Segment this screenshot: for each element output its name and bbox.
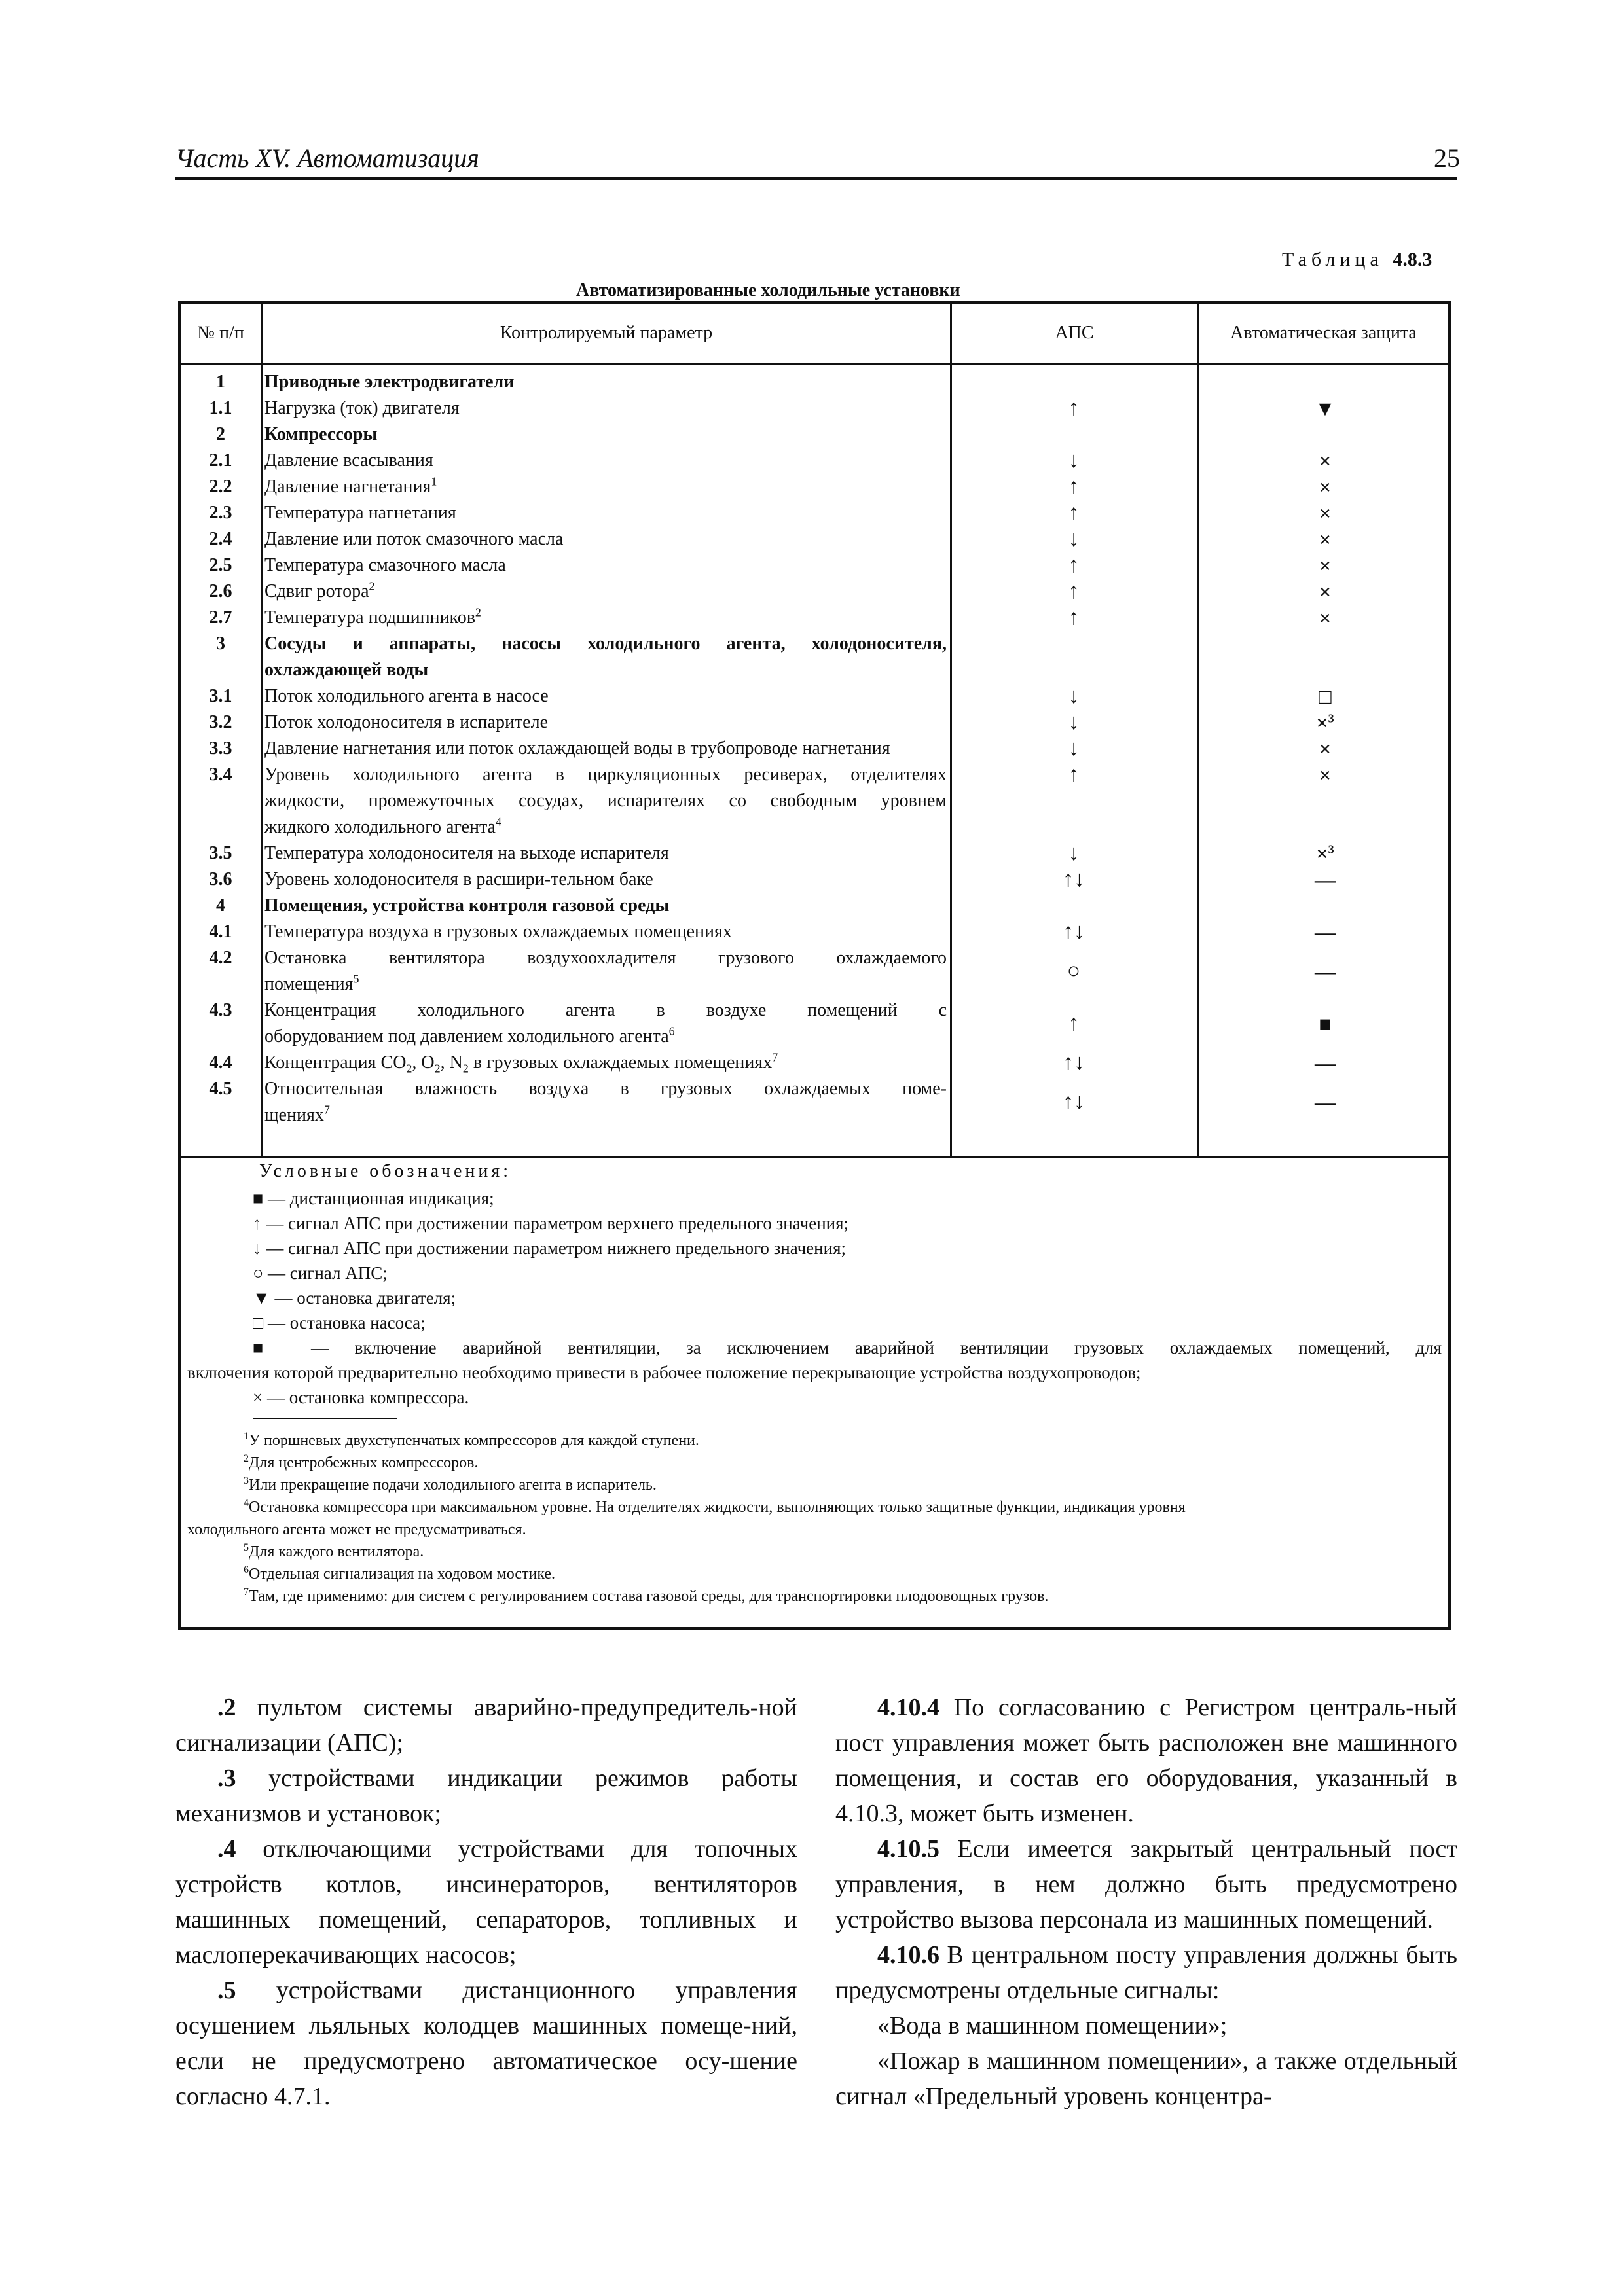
row-parameter: Концентрация холодильного агента в воздухе помещений с оборудованием под давлением холодильного агента$^6$ (264, 1000, 947, 1047)
row-protection-symbol: × (1319, 475, 1332, 499)
row-parameter: Нагрузка (ток) двигателя (264, 398, 460, 418)
row-protection-symbol: — (1315, 868, 1336, 891)
row-number: 2 (216, 424, 225, 444)
row-aps-symbol: ↑↓ (1063, 920, 1085, 944)
legend-title: Условные обозначения: (259, 1161, 512, 1181)
row-number: 2.2 (209, 476, 232, 497)
table-row (181, 579, 1448, 605)
row-parameter: Давление нагнетания$^1$ (264, 475, 437, 497)
row-parameter: Остановка вентилятора воздухоохладителя грузового охлаждаемого помещения$^5$ (264, 948, 947, 994)
row-protection-symbol: — (1315, 1051, 1336, 1075)
row-parameter: Температура нагнетания (264, 503, 456, 523)
table-row (181, 422, 1448, 448)
row-aps-symbol: ↑ (1068, 605, 1080, 630)
table-row (181, 893, 1448, 919)
row-protection-symbol: — (1315, 1090, 1336, 1114)
table-number (1282, 249, 1432, 271)
row-number: 4.5 (209, 1079, 232, 1099)
legend-ventilation-line2: включения которой предварительно необходимо привести в рабочее положение перекрывающие устройства воздухопроводов; (187, 1363, 1141, 1382)
table-row (181, 945, 1448, 997)
row-parameter: Температура подшипников$^2$ (264, 605, 481, 628)
header-divider (181, 363, 1448, 365)
table-row (181, 552, 1448, 579)
row-number: 1 (216, 372, 225, 392)
row-aps-symbol: ↑ (1068, 553, 1080, 577)
legend-item: □ — остановка насоса; (253, 1313, 426, 1333)
table-legend (178, 1156, 1451, 1630)
paragraph: .4 отключающими устройствами для топочных устройств котлов, инсинераторов, вентиляторов машинных помещений, сепараторов, топливных и маслоперекачивающих насосов; (175, 1835, 797, 1969)
legend-item: ↓ — сигнал АПС при достижении параметром нижнего предельного значения; (253, 1238, 846, 1258)
column-header-no: № п/п (197, 323, 244, 343)
row-parameter: Компрессоры (264, 424, 378, 444)
paragraph: .2 пультом системы аварийно-предупредитель-ной сигнализации (АПС); (175, 1694, 797, 1757)
footnote-continuation: холодильного агента может не предусматриваться. (187, 1521, 526, 1538)
row-parameter: Сосуды и аппараты, насосы холодильного агента, холодоносителя, охлаждающей воды (264, 634, 947, 680)
row-aps-symbol: ↓ (1068, 710, 1080, 734)
paragraph: «Пожар в машинном помещении», а также отдельный сигнал «Предельный уровень концентра- (835, 2047, 1457, 2110)
paragraph: 4.10.4 По согласованию с Регистром централь-ный пост управления может быть расположен вне машинного помещения, и состав его оборудования, указанный в 4.10.3, может быть изменен. (835, 1694, 1457, 1827)
row-parameter: Относительная влажность воздуха в грузовых охлаждаемых поме- щениях$^7$ (264, 1079, 947, 1125)
row-parameter: Давление всасывания (264, 450, 433, 471)
row-protection-symbol: × (1319, 580, 1332, 603)
row-number: 4 (216, 895, 225, 916)
footnote: $^7$Там, где применимо: для систем с регулированием состава газовой среды, для транспортировки плодоовощных грузов. (244, 1587, 1049, 1605)
legend-item: ▼ — остановка двигателя; (253, 1288, 456, 1308)
table-row (181, 631, 1448, 683)
row-aps-symbol: ↓ (1068, 736, 1080, 761)
row-protection-symbol: — (1315, 960, 1336, 983)
header-rule (175, 177, 1457, 180)
paragraph: .5 устройствами дистанционного управления осушением льяльных колодцев машинных помеще-ний, если не предусмотрено автоматическое осу-шение согласно 4.7.1. (175, 1977, 797, 2110)
row-number: 3.6 (209, 869, 232, 889)
table-row (181, 709, 1448, 736)
row-aps-symbol: ↑↓ (1063, 867, 1085, 891)
row-number: 4.3 (209, 1000, 232, 1020)
row-protection-symbol: × (1319, 763, 1332, 787)
table-row (181, 919, 1448, 945)
legend-item-compressor: × — остановка компрессора. (253, 1388, 469, 1407)
table-row (181, 683, 1448, 709)
row-parameter: Давление или поток смазочного масла (264, 529, 564, 549)
row-aps-symbol: ↓ (1068, 448, 1080, 473)
table-title: Автоматизированные холодильные установки (576, 280, 960, 300)
paragraph: 4.10.6 В центральном посту управления должны быть предусмотрены отдельные сигналы: (835, 1941, 1457, 2004)
row-parameter: Уровень холодоносителя в расшири-тельном баке (264, 869, 653, 889)
row-parameter: Уровень холодильного агента в циркуляционных ресиверах, отделителях жидкости, промежуточных сосудах, испарителях со свободным уровнем жидкого холодильного агента$^4$ (264, 764, 947, 837)
table-row (181, 997, 1448, 1050)
table-number-label: Таблица (1282, 249, 1383, 270)
footnote: $^3$Или прекращение подачи холодильного агента в испаритель. (244, 1475, 657, 1494)
row-protection-symbol: — (1315, 920, 1336, 944)
row-protection-symbol: □ (1319, 685, 1332, 708)
column-header-parameter: Контролируемый параметр (500, 323, 713, 343)
footnote: $^4$Остановка компрессора при максимальном уровне. На отделителях жидкости, выполняющих только защитные функции, индикация уровня (244, 1498, 1186, 1516)
row-number: 3.5 (209, 843, 232, 863)
row-number: 2.1 (209, 450, 232, 471)
row-aps-symbol: ○ (1067, 959, 1081, 983)
row-number: 1.1 (209, 398, 232, 418)
row-aps-symbol: ↑↓ (1063, 1090, 1085, 1114)
row-protection-symbol: × (1319, 606, 1332, 630)
row-protection-symbol: × (1319, 528, 1332, 551)
legend-item: ■ — дистанционная индикация; (253, 1189, 494, 1208)
row-number: 3 (216, 634, 225, 654)
footnote: $^1$У поршневых двухступенчатых компрессоров для каждой ступени. (244, 1431, 699, 1449)
row-number: 2.3 (209, 503, 232, 523)
row-number: 3.4 (209, 764, 232, 785)
row-aps-symbol: ↑ (1068, 396, 1080, 420)
row-number: 3.3 (209, 738, 232, 759)
row-aps-symbol: ↓ (1068, 684, 1080, 708)
footnote: $^5$Для каждого вентилятора. (244, 1542, 424, 1560)
row-parameter: Концентрация $CO_2$, $O_2$, $N_2$ в грузовых охлаждаемых помещениях$^7$ (264, 1050, 778, 1075)
row-aps-symbol: ↑ (1068, 501, 1080, 525)
legend-item: ↑ — сигнал АПС при достижении параметром верхнего предельного значения; (253, 1213, 849, 1233)
table-row (181, 867, 1448, 893)
table-row (181, 1050, 1448, 1076)
row-number: 4.2 (209, 948, 232, 968)
body-column-left (175, 1690, 797, 2114)
row-parameter: Помещения, устройства контроля газовой среды (264, 895, 670, 916)
body-column-right (835, 1690, 1457, 2114)
row-protection-symbol: × (1319, 501, 1332, 525)
row-parameter: Температура холодоносителя на выходе испарителя (264, 843, 669, 863)
footnote: $^2$Для центробежных компрессоров. (244, 1453, 479, 1471)
row-protection-symbol: × (1319, 737, 1332, 761)
row-aps-symbol: ↑ (1068, 762, 1080, 787)
table-row (181, 369, 1448, 395)
row-number: 4.4 (209, 1052, 232, 1073)
row-number: 2.6 (209, 581, 232, 601)
row-parameter: Поток холодоносителя в испарителе (264, 712, 549, 732)
row-protection-symbol: ×$^3$ (1316, 711, 1334, 734)
table-row (181, 500, 1448, 526)
row-number: 2.7 (209, 607, 232, 628)
row-number: 2.4 (209, 529, 232, 549)
row-aps-symbol: ↑ (1068, 579, 1080, 603)
row-protection-symbol: ▼ (1315, 397, 1336, 420)
row-aps-symbol: ↑ (1068, 1011, 1080, 1035)
row-protection-symbol: × (1319, 449, 1332, 473)
table-number-value: 4.8.3 (1393, 249, 1432, 270)
table-row (181, 736, 1448, 762)
row-parameter: Температура смазочного масла (264, 555, 506, 575)
data-table (178, 301, 1451, 1158)
row-parameter: Давление нагнетания или поток охлаждающей воды в трубопроводе нагнетания (264, 738, 890, 759)
row-parameter: Поток холодильного агента в насосе (264, 686, 549, 706)
footnote: $^6$Отдельная сигнализация на ходовом мостике. (244, 1564, 556, 1583)
row-protection-symbol: ×$^3$ (1316, 842, 1334, 865)
row-parameter: Температура воздуха в грузовых охлаждаемых помещениях (264, 922, 732, 942)
table-row (181, 448, 1448, 474)
row-number: 3.1 (209, 686, 232, 706)
table-row (181, 526, 1448, 552)
row-protection-symbol: ■ (1319, 1012, 1332, 1035)
table-row (181, 1076, 1448, 1128)
table-row (181, 840, 1448, 867)
table-row (181, 474, 1448, 500)
row-parameter: Сдвиг ротора$^2$ (264, 579, 375, 601)
row-aps-symbol: ↑↓ (1063, 1050, 1085, 1075)
row-parameter: Приводные электродвигатели (264, 372, 515, 392)
running-header-title: Часть XV. Автоматизация (175, 143, 479, 173)
legend-item: ○ — сигнал АПС; (253, 1263, 388, 1283)
table-row (181, 605, 1448, 631)
table-row (181, 762, 1448, 840)
paragraph: .3 устройствами индикации режимов работы механизмов и установок; (175, 1765, 797, 1827)
page-number: 25 (1434, 143, 1460, 173)
row-aps-symbol: ↓ (1068, 527, 1080, 551)
row-number: 4.1 (209, 922, 232, 942)
footnote-separator (253, 1418, 397, 1419)
row-number: 2.5 (209, 555, 232, 575)
paragraph: 4.10.5 Если имеется закрытый центральный пост управления, в нем должно быть предусмотрено устройство вызова персонала из машинных помещений. (835, 1835, 1457, 1933)
row-protection-symbol: × (1319, 554, 1332, 577)
legend-ventilation-line1: ■ — включение аварийной вентиляции, за исключением аварийной вентиляции грузовых охлаждаемых помещений, для (253, 1338, 1442, 1357)
row-aps-symbol: ↑ (1068, 475, 1080, 499)
column-header-protection: Автоматическая защита (1230, 323, 1417, 343)
table-row (181, 395, 1448, 422)
row-number: 3.2 (209, 712, 232, 732)
column-header-aps: АПС (1055, 323, 1094, 343)
paragraph: «Вода в машинном помещении»; (877, 2012, 1228, 2039)
row-aps-symbol: ↓ (1068, 841, 1080, 865)
